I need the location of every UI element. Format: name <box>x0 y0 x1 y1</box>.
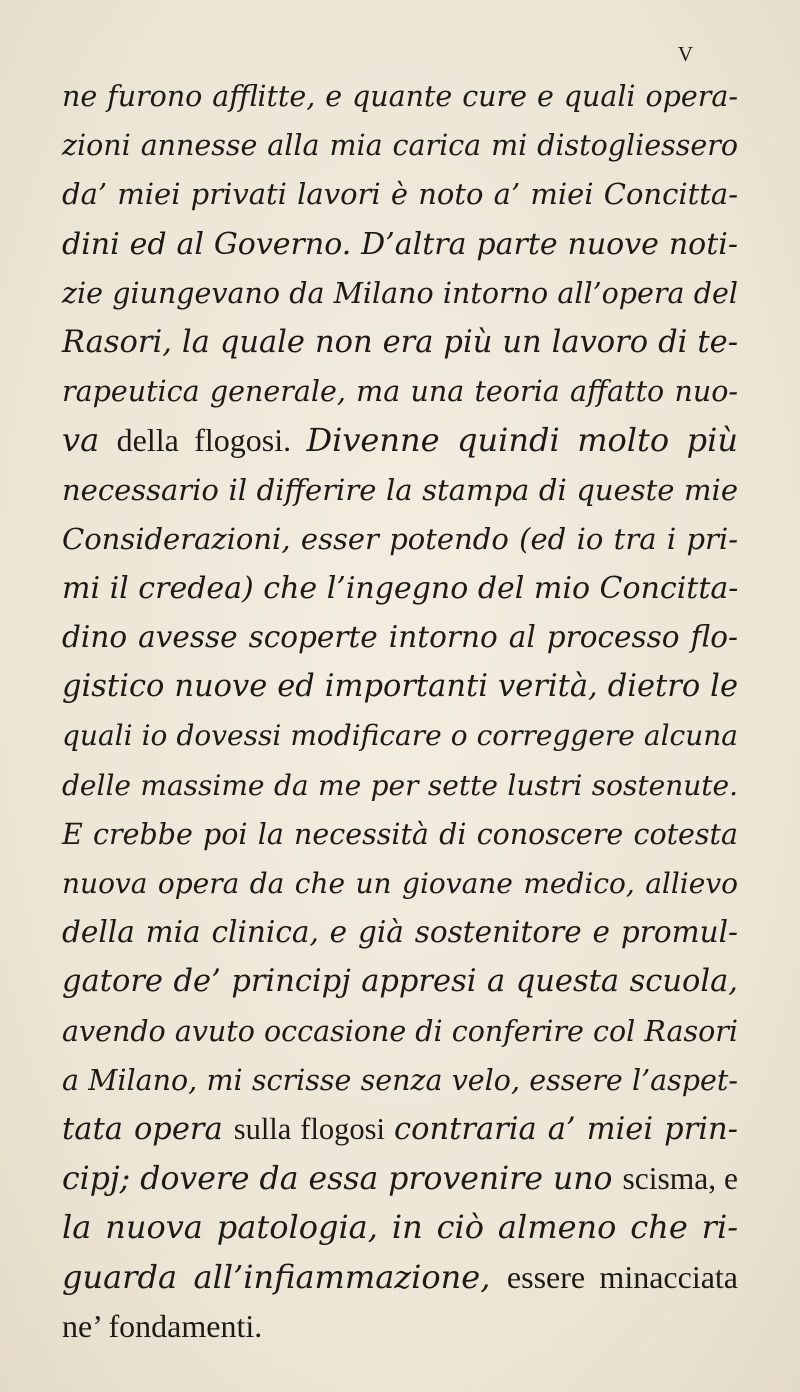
text-segment: Divenne quindi molto più <box>306 421 738 460</box>
text-segment: ne’ fondamenti. <box>62 1307 263 1344</box>
text-line <box>62 711 738 760</box>
text-segment: dino avesse scoperte intorno al processo flo- <box>62 620 738 655</box>
text-segment: la nuova patologia, in ciò almeno che ri- <box>62 1208 738 1247</box>
text-line <box>62 1056 738 1105</box>
text-segment: va <box>62 421 117 460</box>
text-line <box>62 957 738 1006</box>
text-line <box>62 466 738 515</box>
text-segment: zioni annesse alla mia carica mi distogliessero <box>62 129 738 163</box>
text-line <box>62 1203 738 1252</box>
text-line <box>62 318 738 367</box>
text-line <box>62 613 738 662</box>
text-line <box>62 1302 738 1351</box>
text-segment: E crebbe poi la necessità di conoscere cotesta <box>62 817 738 851</box>
text-segment: cipj; dovere da essa provenire uno <box>62 1161 623 1198</box>
text-line <box>62 859 738 908</box>
text-segment: avendo avuto occasione di conferire col Rasori <box>62 1014 738 1048</box>
text-segment: guarda all’infiammazione, <box>62 1257 507 1296</box>
text-line <box>62 810 738 859</box>
text-line <box>62 220 738 269</box>
text-segment: da’ miei privati lavori è noto a’ miei Concitta- <box>62 177 738 212</box>
text-segment: ne furono afflitte, e quante cure e quali opera- <box>62 80 738 113</box>
text-line <box>62 269 738 318</box>
text-line <box>62 515 738 564</box>
text-segment: gistico nuove ed importanti verità, dietro le <box>62 669 738 705</box>
text-line <box>62 170 738 219</box>
text-segment: della flogosi. <box>116 422 307 459</box>
text-segment: essere minacciata <box>506 1258 739 1295</box>
text-segment: tata opera <box>62 1111 234 1147</box>
text-segment: Considerazioni, esser potendo (ed io tra i pri- <box>62 521 738 556</box>
text-line <box>62 564 738 613</box>
text-line <box>62 1105 738 1154</box>
text-segment: quali io dovessi modificare o correggere alcuna <box>62 719 738 753</box>
text-line <box>62 1154 738 1203</box>
text-line <box>62 121 738 170</box>
page-number: V <box>677 42 694 66</box>
text-line <box>62 1253 738 1302</box>
text-segment: scisma, e <box>622 1161 738 1197</box>
text-segment: nuova opera da che un giovane medico, allievo <box>62 867 738 900</box>
text-segment: rapeutica generale, ma una teoria affatto nuo- <box>62 375 738 409</box>
text-line <box>62 662 738 711</box>
text-segment: gatore de’ principj appresi a questa scuola, <box>62 964 738 1000</box>
text-segment: della mia clinica, e già sostenitore e promul- <box>62 915 738 950</box>
text-segment: a Milano, mi scrisse senza velo, essere l’aspet- <box>62 1063 738 1097</box>
text-segment: sulla flogosi <box>233 1111 395 1146</box>
text-segment: dini ed al Governo. D’altra parte nuove noti- <box>62 226 738 262</box>
text-segment: delle massime da me per sette lustri sostenute. <box>62 768 738 802</box>
text-line <box>62 367 738 416</box>
text-segment: zie giungevano da Milano intorno all’opera del <box>62 276 738 310</box>
text-line <box>62 761 738 810</box>
text-line <box>62 416 738 465</box>
text-segment: contraria a’ miei prin- <box>394 1111 738 1147</box>
body-text <box>62 72 738 1351</box>
text-line <box>62 908 738 957</box>
text-line <box>62 72 738 121</box>
text-line <box>62 1007 738 1056</box>
text-segment: mi il credea) che l’ingegno del mio Concitta- <box>62 570 739 606</box>
text-segment: necessario il differire la stampa di queste mie <box>62 472 738 507</box>
text-segment: Rasori, la quale non era più un lavoro di te- <box>62 324 738 360</box>
